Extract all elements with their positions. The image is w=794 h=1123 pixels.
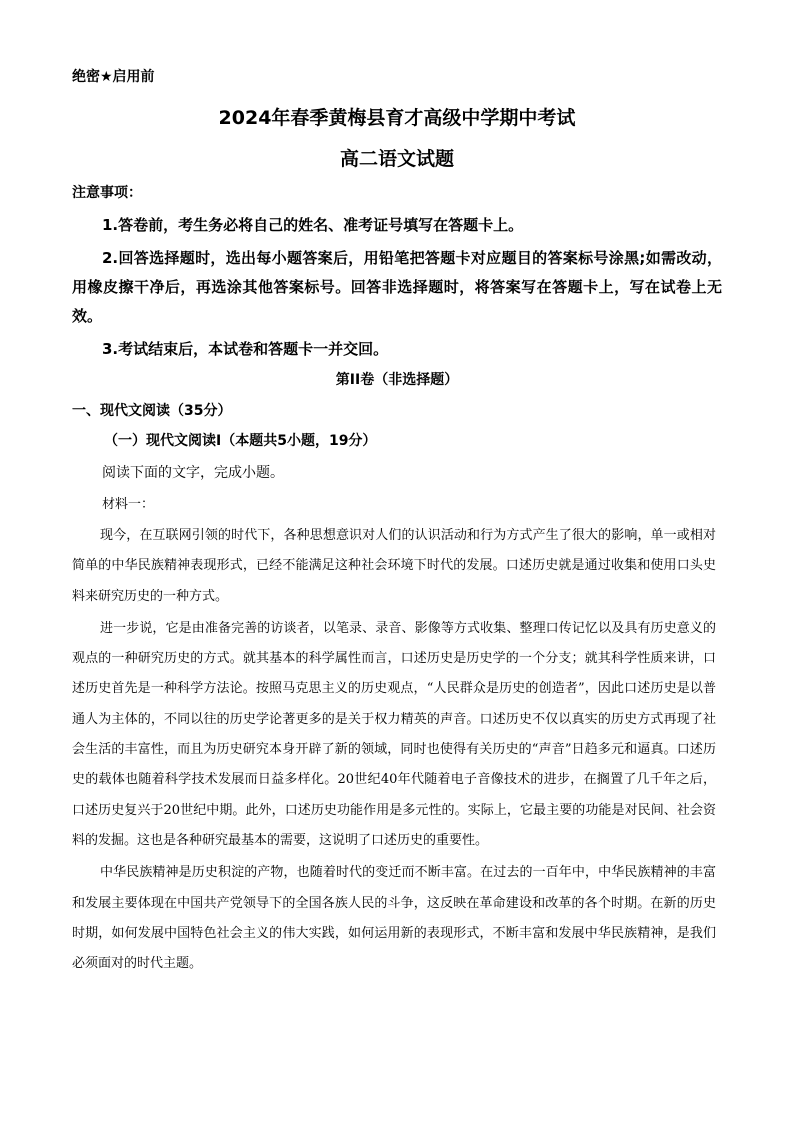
confidential-label: 绝密★启用前 [72, 69, 155, 85]
notes-list [72, 211, 722, 368]
material-paragraph: 现今，在互联网引领的时代下，各种思想意识对人们的认识活动和行为方式产生了很大的影响，单一或相对简单的中华民族精神表现形式，已经不能满足这种社会环境下时代的发展。口述历史就是通过收集和使用口头史料来研究历史的一种方式。 [72, 528, 716, 604]
material-paragraph: 中华民族精神是历史积淀的产物，也随着时代的变迁而不断丰富。在过去的一百年中，中华民族精神的丰富和发展主要体现在中国共产党领导下的全国各族人民的斗争，这反映在革命建设和改革的各个时期。在新的历史时期，如何发展中国特色社会主义的伟大实践，如何运用新的表现形式，不断丰富和发展中华民族精神，是我们必须面对的时代主题。 [72, 865, 716, 972]
reading-instruction: 阅读下面的文字，完成小题。 [102, 465, 284, 481]
material-paragraph: 进一步说，它是由准备完善的访谈者，以笔录、录音、影像等方式收集、整理口传记忆以及具有历史意义的观点的一种研究历史的方式。就其基本的科学属性而言，口述历史是历史学的一个分支；就其科学性质来讲，口述历史首先是一种科学方法论。按照马克思主义的历史观点，“人民群众是历史的创造者”，因此口述历史是以普通人为主体的，不同以往的历史学论著更多的是关于权力精英的声音。口述历史不仅以真实的历史方式再现了社会生活的丰富性，而且为历史研究本身开辟了新的领域，同时也使得有关历史的“声音”日趋多元和逼真。口述历史的载体也随着科学技术发展而日益多样化。20世纪40年代随着电子音像技术的进步，在搁置了几千年之后，口述历史复兴于20世纪中期。此外，口述历史功能作用是多元性的。实际上，它最主要的功能是对民间、社会资料的发掘。这也是各种研究最基本的需要，这说明了口述历史的重要性。 [72, 620, 716, 848]
note-item: 1.答卷前，考生务必将自己的姓名、准考证号填写在答题卡上。 [102, 216, 524, 234]
part-title: 第II卷（非选择题） [335, 372, 459, 388]
notes-heading: 注意事项： [72, 185, 142, 201]
exam-title: 2024年春季黄梅县育才高级中学期中考试 [218, 107, 576, 129]
exam-subtitle: 高二语文试题 [339, 148, 454, 170]
material-body [72, 521, 716, 981]
subsection-title: （一）现代文阅读Ⅰ（本题共5小题，19分） [104, 433, 377, 449]
note-item: 3.考试结束后，本试卷和答题卡一并交回。 [102, 340, 389, 358]
section-title: 一、现代文阅读（35分） [72, 403, 232, 419]
note-item: 2.回答选择题时，选出每小题答案后，用铅笔把答题卡对应题目的答案标号涂黑;如需改动，用橡皮擦干净后，再选涂其他答案标号。回答非选择题时，将答案写在答题卡上，写在试卷上无效。 [72, 249, 722, 325]
material-label: 材料一： [102, 497, 155, 512]
